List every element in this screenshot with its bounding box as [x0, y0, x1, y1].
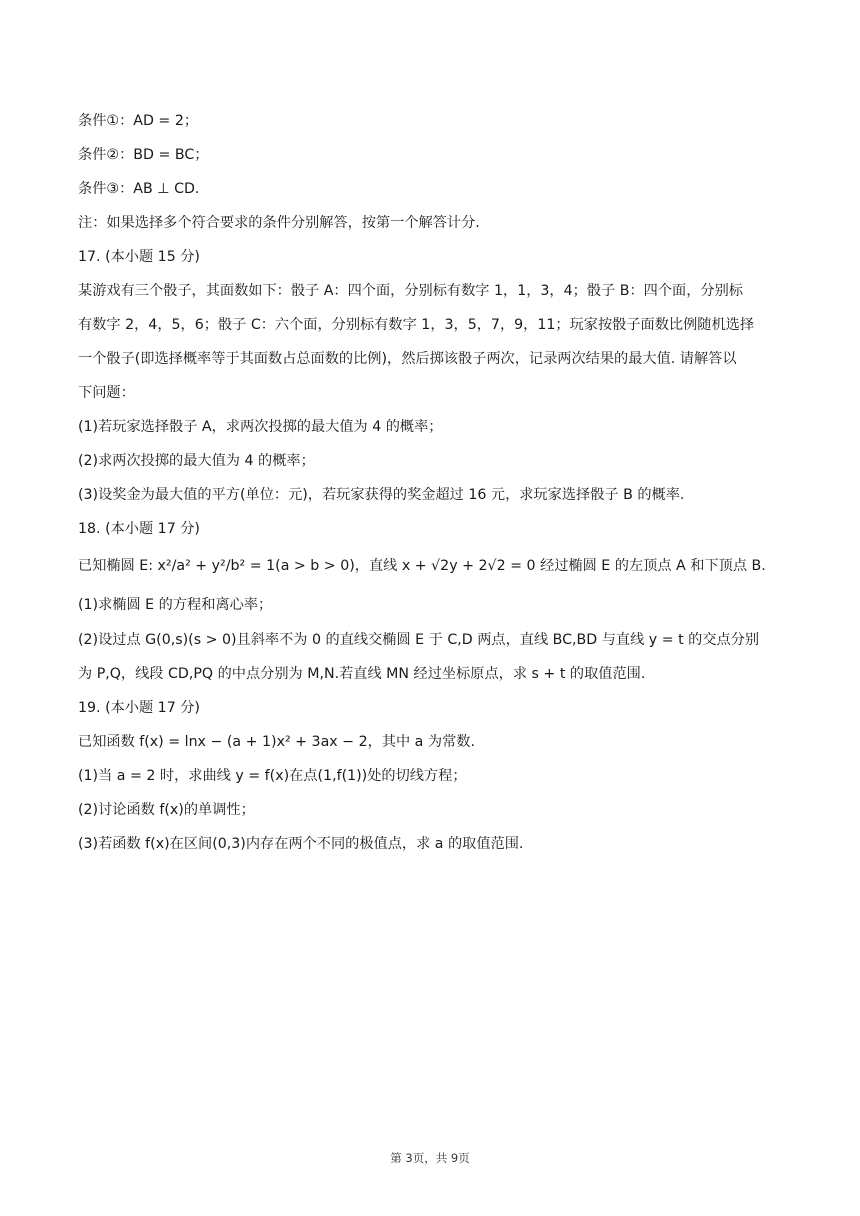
- question-17-part-1: (1)若玩家选择骰子 A，求两次投掷的最大值为 4 的概率；: [78, 419, 443, 435]
- question-18-part-2: 为 P,Q，线段 CD,PQ 的中点分别为 M,N.若直线 MN 经过坐标原点，求 s + t 的取值范围.: [78, 666, 646, 682]
- question-18-text: 已知椭圆 E: x²/a² + y²/b² = 1(a > b > 0)，直线 x + √2y + 2√2 = 0 经过椭圆 E 的左顶点 A 和下顶点 B.: [78, 558, 766, 574]
- condition-1: 条件①：AD = 2；: [78, 113, 199, 129]
- question-17-part-3: (3)设奖金为最大值的平方(单位：元)，若玩家获得的奖金超过 16 元，求玩家选择骰子 B 的概率.: [78, 487, 685, 503]
- question-18-header: 18. (本小题 17 分): [78, 521, 200, 537]
- question-19-part-1: (1)当 a = 2 时，求曲线 y = f(x)在点(1,f(1))处的切线方程；: [78, 768, 467, 784]
- question-18-part-1: (1)求椭圆 E 的方程和离心率；: [78, 597, 273, 613]
- question-19-header: 19. (本小题 17 分): [78, 700, 200, 716]
- question-17-text: 某游戏有三个骰子，其面数如下：骰子 A：四个面，分别标有数字 1，1，3，4；骰子 B：四个面，分别标: [78, 283, 743, 299]
- condition-2: 条件②：BD = BC；: [78, 147, 209, 163]
- question-19-text: 已知函数 f(x) = lnx − (a + 1)x² + 3ax − 2，其中 a 为常数.: [78, 734, 475, 750]
- question-18-part-2: (2)设过点 G(0,s)(s > 0)且斜率不为 0 的直线交椭圆 E 于 C,D 两点，直线 BC,BD 与直线 y = t 的交点分别: [78, 632, 760, 648]
- note-line: 注：如果选择多个符合要求的条件分别解答，按第一个解答计分.: [78, 215, 480, 231]
- question-19-part-3: (3)若函数 f(x)在区间(0,3)内存在两个不同的极值点，求 a 的取值范围.: [78, 836, 524, 852]
- question-19-part-2: (2)讨论函数 f(x)的单调性；: [78, 802, 255, 818]
- question-17-text: 有数字 2，4，5，6；骰子 C：六个面，分别标有数字 1，3，5，7，9，11；玩家按骰子面数比例随机选择: [78, 317, 755, 333]
- question-17-part-2: (2)求两次投掷的最大值为 4 的概率；: [78, 453, 315, 469]
- question-17-header: 17. (本小题 15 分): [78, 249, 200, 265]
- page-footer: 第 3页，共 9页: [390, 1151, 470, 1165]
- condition-3: 条件③：AB ⊥ CD.: [78, 181, 200, 197]
- question-17-text: 下问题：: [78, 385, 135, 401]
- question-17-text: 一个骰子(即选择概率等于其面数占总面数的比例)，然后掷该骰子两次，记录两次结果的最大值. 请解答以: [78, 351, 737, 367]
